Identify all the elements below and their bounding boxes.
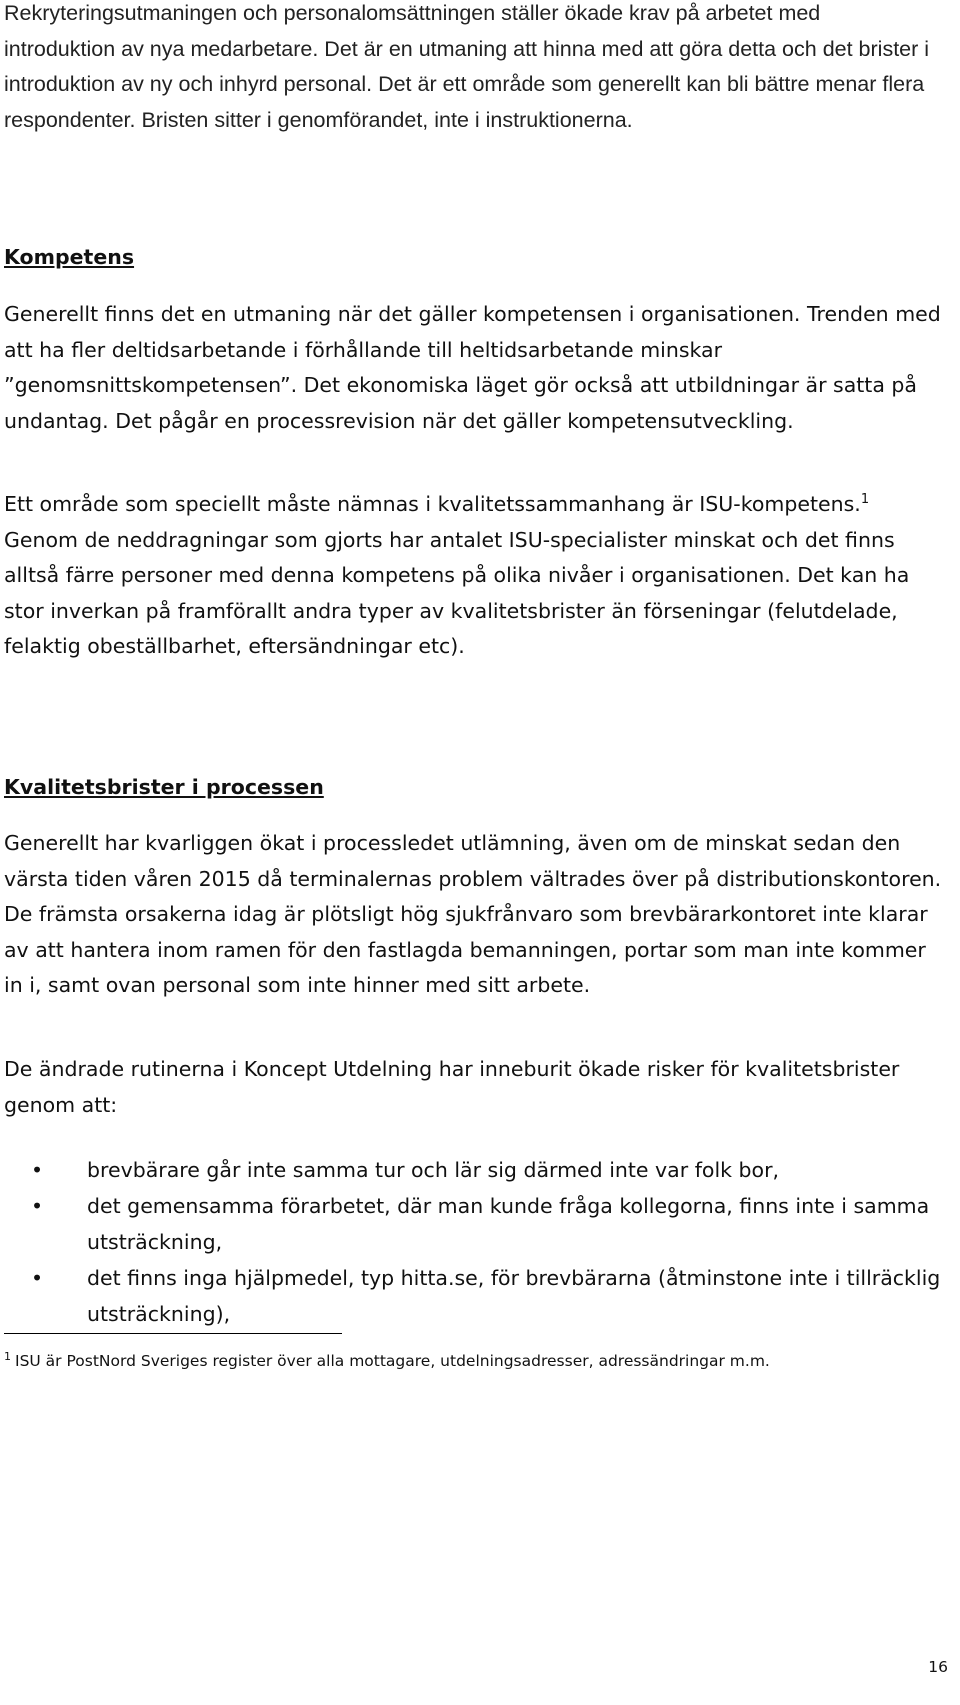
section-heading-kompetens: Kompetens (4, 245, 135, 269)
kvalitetsbrister-paragraph-1: Generellt har kvarliggen ökat i processledet utlämning, även om de minskat sedan den värsta tiden våren 2015 då terminalernas problem vältrades över på distributionskontoren. De främsta orsakerna idag är plötsligt hög sjukfrånvaro som brevbärarkontoret inte klarar av att hantera inom ramen för den fastlagda bemanningen, portar som man inte kommer in i, samt ovan personal som inte hinner med sitt arbete. (4, 831, 942, 997)
list-item (0, 1260, 950, 1332)
kompetens-paragraph-2-start: Ett område som speciellt måste nämnas i kvalitetssammanhang är ISU-kompetens. (4, 492, 861, 516)
kompetens-paragraph-2 (4, 487, 944, 665)
bullet-icon: • (31, 1158, 44, 1182)
kompetens-paragraph-1: Generellt finns det en utmaning när det gäller kompetensen i organisationen. Trenden med att ha fler deltidsarbetande i förhållande till heltidsarbetande minskar ”genomsnittskompetensen”. Det ekonomiska läget gör också att utbildningar är satta på undantag. Det pågår en processrevision när det gäller kompetensutveckling. (4, 302, 941, 433)
kompetens-paragraph-2-end: Genom de neddragningar som gjorts har antalet ISU-specialister minskat och det finns alltså färre personer med denna kompetens på olika nivåer i organisationen. Det kan ha stor inverkan på framförallt andra typer av kvalitetsbrister än förseningar (felutdelade, felaktig obeställbarhet, eftersändningar etc). (4, 527, 910, 658)
footnote-text: ISU är PostNord Sveriges register över alla mottagare, utdelningsadresser, adressändringar m.m. (15, 1352, 770, 1370)
footnote-separator (4, 1333, 342, 1334)
footnote-number: 1 (4, 1349, 11, 1363)
bullet-icon: • (31, 1266, 44, 1290)
list-item-text: brevbärare går inte samma tur och lär sig därmed inte var folk bor, (87, 1158, 780, 1182)
kvalitetsbrister-paragraph-2: De ändrade rutinerna i Koncept Utdelning har inneburit ökade risker för kvalitetsbrister genom att: (4, 1057, 900, 1117)
list-item (0, 1188, 950, 1260)
intro-paragraph: Rekryteringsutmaningen och personalomsättningen ställer ökade krav på arbetet med introduktion av nya medarbetare. Det är en utmaning att hinna med att göra detta och det brister i introduktion av ny och inhyrd personal. Det är ett område som generellt kan bli bättre menar flera respondenter. Bristen sitter i genomförandet, inte i instruktionerna. (4, 1, 930, 132)
section-heading-kvalitetsbrister: Kvalitetsbrister i processen (4, 775, 324, 799)
footnote-reference[interactable]: 1 (860, 492, 870, 508)
footnote (4, 1348, 944, 1374)
bullet-icon: • (31, 1194, 44, 1218)
page-number: 16 (928, 1658, 948, 1676)
list-item (0, 1152, 950, 1188)
bullet-list (0, 1152, 950, 1332)
list-item-text: det finns inga hjälpmedel, typ hitta.se, för brevbärarna (åtminstone inte i tillräcklig utsträckning), (87, 1266, 941, 1326)
list-item-text: det gemensamma förarbetet, där man kunde fråga kollegorna, finns inte i samma utsträckning, (87, 1194, 930, 1254)
